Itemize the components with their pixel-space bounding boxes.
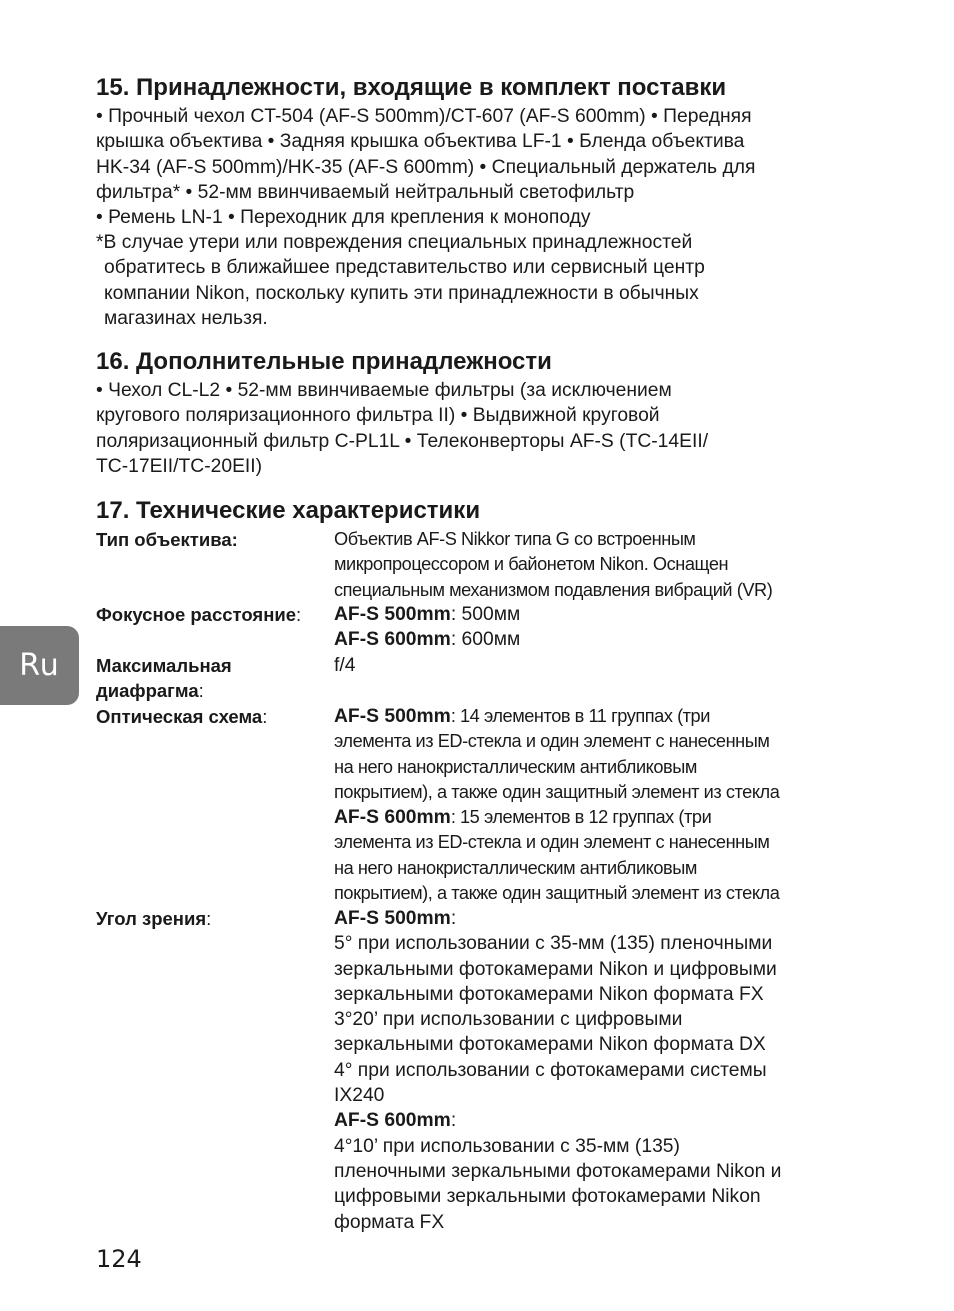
spec-value bbox=[334, 704, 884, 906]
spec-value-line: : 15 элементов в 12 группах (три bbox=[450, 807, 712, 828]
list-line: поляризационный фильтр C-PL1L • Телеконверторы AF-S (TC-14EII/ bbox=[96, 430, 709, 452]
focal-500: : 500мм bbox=[450, 604, 521, 625]
spec-value-line: Объектив AF-S Nikkor типа G со встроенным bbox=[334, 529, 696, 549]
section-15-title: 15. Принадлежности, входящие в комплект поставки bbox=[96, 74, 727, 101]
list-line: • Прочный чехол CT-504 (AF-S 500mm)/CT-607 (AF-S 600mm) • Передняя bbox=[96, 106, 752, 127]
list-line: • Ремень LN-1 • Переходник для крепления к моноподу bbox=[96, 207, 591, 229]
spec-label-text: Оптическая схема bbox=[96, 706, 263, 727]
spec-label bbox=[96, 906, 331, 931]
spec-value-line: зеркальными фотокамерами Nikon и цифровыми bbox=[334, 958, 777, 980]
spec-label-text: Тип объектива bbox=[96, 529, 232, 550]
spec-value-line: на него нанокристаллическим антибликовым bbox=[334, 756, 697, 777]
list-line: • Чехол CL-L2 • 52-мм ввинчиваемые фильтры (за исключением bbox=[96, 380, 672, 401]
spec-value-line: специальным механизмом подавления вибраций (VR) bbox=[334, 579, 773, 600]
spec-value-line: зеркальными фотокамерами Nikon формата DX bbox=[334, 1034, 766, 1056]
language-tab: Ru bbox=[0, 626, 79, 705]
spec-label-text: Угол зрения bbox=[96, 908, 207, 929]
list-line: фильтра* • 52-мм ввинчиваемый нейтральный светофильтр bbox=[96, 181, 635, 203]
spec-label-text: Фокусное расстояние bbox=[96, 604, 297, 625]
spec-label-colon: : bbox=[296, 604, 302, 625]
spec-value-line: покрытием), а также один защитный элемент из стекла bbox=[334, 781, 780, 802]
model-600: AF-S 600mm bbox=[334, 1110, 451, 1132]
footnote-line: *В случае утери или повреждения специальных принадлежностей bbox=[96, 232, 693, 253]
spec-label bbox=[96, 602, 331, 627]
section-16-list bbox=[96, 378, 886, 479]
spec-label bbox=[96, 704, 331, 729]
list-line: HK-34 (AF-S 500mm)/HK-35 (AF-S 600mm) • Специальный держатель для bbox=[96, 156, 756, 178]
spec-label-colon: : bbox=[198, 680, 204, 702]
spec-label-text: диафрагма bbox=[96, 680, 199, 702]
list-line: TC-17EII/TC-20EII) bbox=[96, 455, 263, 477]
spec-value-line: зеркальными фотокамерами Nikon формата FX bbox=[334, 983, 764, 1005]
spec-value-line: покрытием), а также один защитный элемент из стекла bbox=[334, 883, 780, 904]
section-17-title: 17. Технические характеристики bbox=[96, 497, 481, 524]
model-600: AF-S 600mm bbox=[334, 807, 451, 829]
page-number: 124 bbox=[96, 1245, 142, 1273]
model-500: AF-S 500mm bbox=[334, 706, 451, 727]
spec-label-text: Максимальная bbox=[96, 655, 232, 676]
spec-value-line: 3°20’ при использовании с цифровыми bbox=[334, 1009, 683, 1031]
spec-label-colon: : bbox=[206, 908, 212, 929]
focal-600: : 600мм bbox=[450, 629, 521, 651]
spec-value-line: 5° при использовании с 35-мм (135) пленочными bbox=[334, 933, 773, 955]
model-500: AF-S 500mm bbox=[334, 604, 451, 625]
list-line: крышка объектива • Задняя крышка объектива LF-1 • Бленда объектива bbox=[96, 131, 745, 153]
spec-value-line: : 14 элементов в 11 группах (три bbox=[450, 706, 710, 726]
spec-value-line: IX240 bbox=[334, 1085, 385, 1107]
spec-value bbox=[334, 653, 884, 678]
spec-value-line: 4° при использовании с фотокамерами системы bbox=[334, 1059, 767, 1081]
spec-label-colon: : bbox=[262, 706, 268, 727]
footnote-line: магазинах нельзя. bbox=[104, 307, 268, 329]
footnote-line: компании Nikon, поскольку купить эти принадлежности в обычных bbox=[104, 282, 699, 304]
spec-value bbox=[334, 906, 884, 1235]
spec-value bbox=[334, 602, 884, 653]
footnote-line: обратитесь в ближайшее представительство или сервисный центр bbox=[104, 257, 705, 279]
spec-value-line: 4°10’ при использовании с 35-мм (135) bbox=[334, 1135, 680, 1157]
spec-value-line: элемента из ED-стекла и один элемент с нанесенным bbox=[334, 832, 770, 853]
spec-value-colon: : bbox=[450, 908, 457, 929]
spec-label-colon: : bbox=[231, 529, 238, 550]
model-500: AF-S 500mm bbox=[334, 908, 451, 929]
spec-value bbox=[334, 527, 884, 603]
list-line: кругового поляризационного фильтра II) • Выдвижной круговой bbox=[96, 405, 660, 427]
spec-value-colon: : bbox=[450, 1110, 457, 1132]
aperture-value: f/4 bbox=[334, 655, 356, 676]
spec-value-line: на него нанокристаллическим антибликовым bbox=[334, 857, 697, 878]
spec-value-line: пленочными зеркальными фотокамерами Nikon и bbox=[334, 1160, 782, 1182]
model-600: AF-S 600mm bbox=[334, 629, 451, 651]
spec-label bbox=[96, 527, 331, 552]
spec-value-line: элемента из ED-стекла и один элемент с нанесенным bbox=[334, 731, 770, 752]
section-16-title: 16. Дополнительные принадлежности bbox=[96, 348, 552, 375]
section-15-footnote bbox=[96, 230, 886, 331]
spec-label bbox=[96, 653, 331, 704]
section-15-list bbox=[96, 104, 886, 230]
spec-value-line: цифровыми зеркальными фотокамерами Nikon bbox=[334, 1186, 761, 1208]
spec-value-line: микропроцессором и байонетом Nikon. Оснащен bbox=[334, 554, 729, 575]
spec-value-line: формата FX bbox=[334, 1211, 445, 1233]
